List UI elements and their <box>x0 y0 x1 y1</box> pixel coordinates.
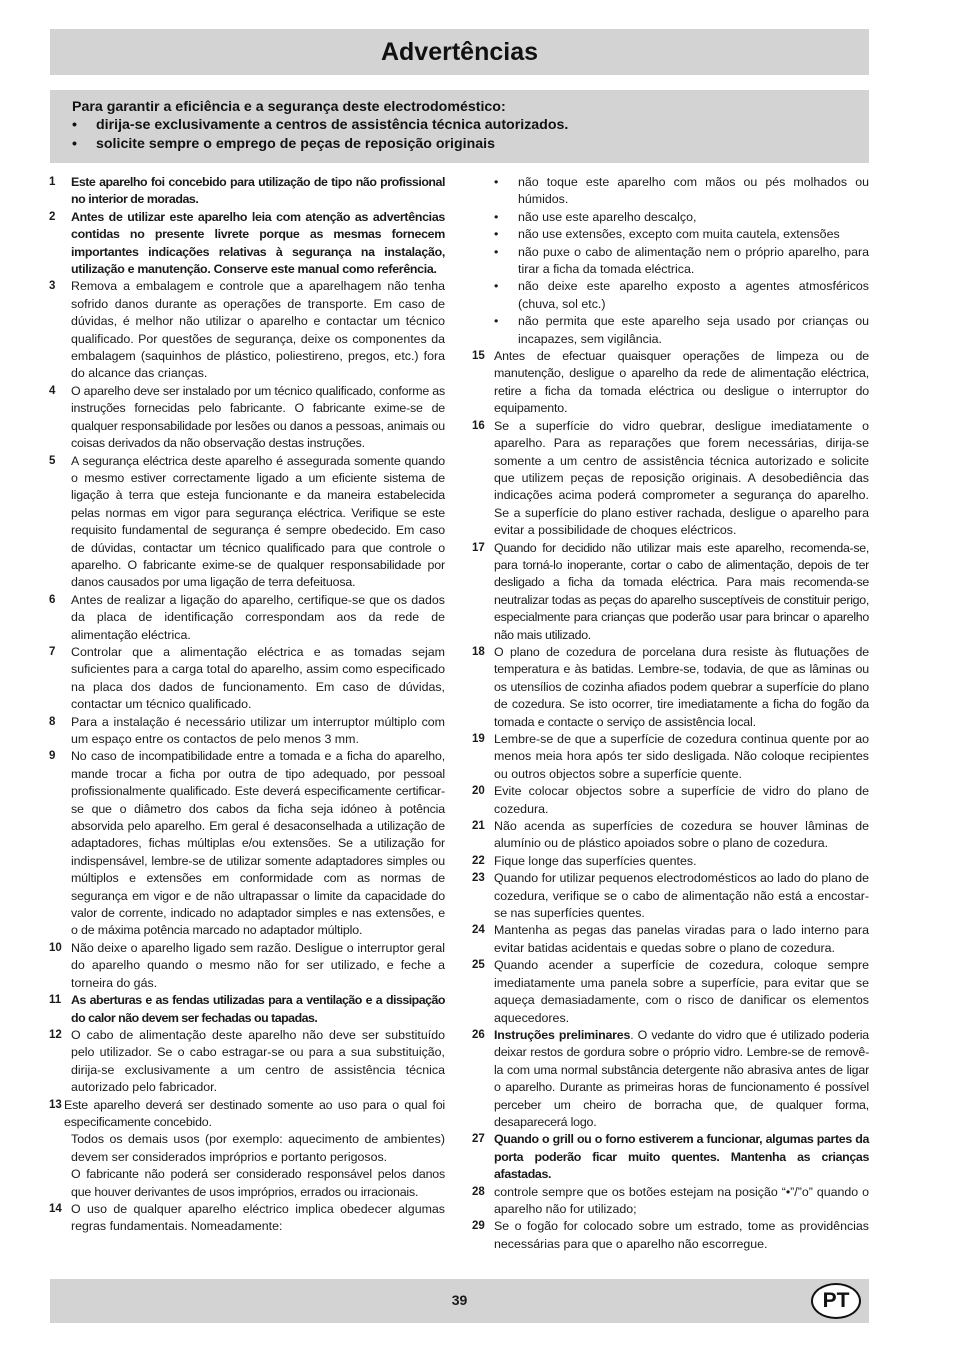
item-number: 23 <box>472 872 485 885</box>
rule-item <box>472 278 869 313</box>
list-item <box>49 1097 445 1132</box>
item-number: 29 <box>472 1220 485 1233</box>
list-item <box>49 940 445 992</box>
list-item <box>472 1184 869 1219</box>
item-number: 11 <box>49 994 62 1007</box>
list-item <box>472 1131 869 1183</box>
list-item <box>49 644 445 714</box>
item-number: 21 <box>472 820 485 833</box>
item-text: Fique longe das superfícies quentes. <box>494 853 697 868</box>
item-text: Se o fogão for colocado sobre um estrado, tome as providências necessárias para que o aparelho não escorregue. <box>494 1219 869 1251</box>
list-item <box>49 453 445 592</box>
item-number: 15 <box>472 350 485 363</box>
rule-item <box>472 226 869 243</box>
list-item <box>49 748 445 939</box>
list-item <box>49 992 445 1027</box>
list-item <box>49 1027 445 1097</box>
rule-text: não puxe o cabo de alimentação nem o próprio aparelho, para tirar a ficha da tomada eléctrica. <box>518 244 869 277</box>
item-text: Controlar que a alimentação eléctrica e as tomadas sejam suficientes para a carga total do aparelho, assim como especificado na placa dos dados de funcionamento. Em caso de dúvidas, contactar um técnico qualificado. <box>71 644 445 712</box>
left-column <box>49 174 445 1236</box>
item-text: Antes de realizar a ligação do aparelho, certifique-se que os dados da placa de identificação correspondam aos da rede de alimentação eléctrica. <box>71 592 445 642</box>
item-text: Para a instalação é necessário utilizar um interruptor múltiplo com um espaço entre os contactos de pelo menos 3 mm. <box>71 714 445 746</box>
bullet-icon: • <box>494 175 499 189</box>
rule-item <box>472 209 869 226</box>
item-number: 12 <box>49 1028 62 1041</box>
rule-item <box>472 174 869 209</box>
list-item <box>49 1131 445 1166</box>
item-number: 19 <box>472 733 485 745</box>
list-item <box>472 870 869 922</box>
item-text: Quando for decidido não utilizar mais este aparelho, recomenda-se, para torná-lo inoperante, cortar o cabo de alimentação, depois de ter desligado a ficha da tomada eléctrica. Para mais recomenda-se neutralizar todas as peças do aparelho susceptíveis de constituir perigo, especialmente para crianças que poderão usar para brincar o aparelho não mais utilizado. <box>494 540 869 642</box>
rule-text: não use extensões, excepto com muita cautela, extensões <box>518 227 840 242</box>
item-number: 2 <box>49 210 56 223</box>
item-text: Se a superfície do vidro quebrar, desligue imediatamente o aparelho. Para as reparações que forem necessárias, dirija-se somente a um centro de assistência técnica autorizado e solicite que utilizem peças de reposição originais. A desobediência das indicações acima poderá comprometer a segurança do aparelho. Se a superfície do plano estiver rachada, desligue o aparelho para evitar a possibilidade de choques eléctricos. <box>494 418 869 538</box>
item-text: Todos os demais usos (por exemplo: aquecimento de ambientes) devem ser considerados impróprios e portanto perigosos. <box>71 1132 445 1164</box>
item-text: A segurança eléctrica deste aparelho é assegurada somente quando o mesmo estiver correctamente ligado a um eficiente sistema de ligação à terra que esteja funcionante e da maneira estabelecida pelas normas em vigor para segurança eléctrica. Verifique se este requisito fundamental de segurança é sempre obedecido. Em caso de dúvidas, contactar um técnico qualificado para que controle o aparelho. O fabricante exime-se de qualquer responsabilidade por danos causados por uma ligação de terra defeituosa. <box>71 453 445 590</box>
item-number: 20 <box>472 785 485 798</box>
list-item <box>49 714 445 749</box>
item-text: controle sempre que os botões estejam na posição “•”/”o” quando o aparelho não for utilizado; <box>494 1184 869 1216</box>
list-item <box>49 383 445 453</box>
item-number: 28 <box>472 1185 485 1198</box>
list-item <box>472 540 869 644</box>
list-item <box>472 418 869 540</box>
item-number: 22 <box>472 854 485 867</box>
list-item <box>472 1027 869 1131</box>
item-text: . O vedante do vidro que é utilizado poderia deixar restos de gordura sobre o próprio vidro. Lembre-se de removê-la com uma normal substância detergente não abrasiva antes de ligar o aparelho. Durante as primeiras horas de funcionamento é possível perceber um cheiro de borracha que, de qualquer forma, desaparecerá logo. <box>494 1027 869 1129</box>
item-number: 1 <box>49 176 56 188</box>
item-text: O uso de qualquer aparelho eléctrico implica obedecer algumas regras fundamentais. Nomeadamente: <box>71 1201 445 1234</box>
intro-heading: Para garantir a eficiência e a segurança deste electrodoméstico: <box>72 99 506 115</box>
item-text: O fabricante não poderá ser considerado responsável pelos danos que houver derivantes de usos impróprios, errados ou irracionais. <box>71 1167 445 1199</box>
list-item <box>472 957 869 1027</box>
item-number: 16 <box>472 419 485 432</box>
list-item <box>49 1201 445 1236</box>
rule-text: não toque este aparelho com mãos ou pés molhados ou húmidos. <box>518 175 869 207</box>
item-number: 25 <box>472 959 485 972</box>
bullet-icon: • <box>494 227 499 242</box>
item-number: 13 <box>49 1098 62 1111</box>
item-number: 27 <box>472 1133 485 1146</box>
intro-bullet-text: dirija-se exclusivamente a centros de assistência técnica autorizados. <box>96 117 569 134</box>
item-number: 17 <box>472 541 485 554</box>
footer-bar <box>50 1279 869 1323</box>
item-text: Antes de utilizar este aparelho leia com atenção as advertências contidas no presente livrete porque as mesmas fornecem importantes indicações relativas à segurança na instalação, utilização e manutenção. Conserve este manual como referência. <box>71 209 445 277</box>
intro-bullet <box>72 116 869 134</box>
rule-text: não use este aparelho descalço, <box>518 209 697 224</box>
right-column <box>472 174 869 1253</box>
bullet-icon: • <box>72 117 77 134</box>
item-lead: Instruções preliminares <box>494 1027 631 1042</box>
list-item <box>472 783 869 818</box>
item-number: 3 <box>49 280 56 293</box>
list-item <box>472 644 869 731</box>
intro-bullet-text: solicite sempre o emprego de peças de reposição originais <box>96 135 495 152</box>
item-text: O cabo de alimentação deste aparelho não deve ser substituído pelo utilizador. Se o cabo estragar-se ou para a sua substituição, dirija-se exclusivamente a um centro de assistência técnica autorizado pelo fabricador. <box>71 1027 445 1095</box>
item-number: 5 <box>49 454 56 467</box>
intro-bullet <box>72 135 869 153</box>
list-item <box>472 348 869 418</box>
item-number: 9 <box>49 750 56 763</box>
intro-box <box>50 90 869 163</box>
bullet-icon: • <box>72 135 77 152</box>
list-item <box>49 1166 445 1201</box>
rule-text: não deixe este aparelho exposto a agentes atmosféricos (chuva, sol etc.) <box>518 279 869 311</box>
list-item <box>472 731 869 783</box>
item-text: Este aparelho deverá ser destinado somente ao uso para o qual foi especificamente concebido. <box>64 1097 445 1129</box>
item-number: 6 <box>49 593 56 606</box>
page-number: 39 <box>451 1292 468 1308</box>
list-item <box>49 209 445 279</box>
list-item <box>472 853 869 870</box>
item-number: 18 <box>472 645 485 658</box>
item-text: Remova a embalagem e controle que a aparelhagem não tenha sofrido danos durante as operações de transporte. Em caso de dúvidas, é melhor não utilizar o aparelho e contactar um técnico qualificado. Por questões de segurança, deixe os componentes da embalagem (saquinhos de plástico, poliestireno, pregos, etc.) fora do alcance das crianças. <box>71 279 445 381</box>
item-number: 4 <box>49 384 56 397</box>
bullet-icon: • <box>494 314 499 329</box>
item-text: Não deixe o aparelho ligado sem razão. Desligue o interruptor geral do aparelho quando o mesmo não for ser utilizado, e feche a torneira do gás. <box>71 940 445 990</box>
item-text: O plano de cozedura de porcelana dura resiste às flutuações de temperatura e às batidas. Lembre-se, todavia, de que as lâminas ou os utensílios de cozinha afiados podem quebrar a superfície do plano de cozedura. Se isto ocorrer, tire imediatamente a ficha do fogão da tomada e contacte o serviço de assistência local. <box>494 644 869 729</box>
item-text: Quando o grill ou o forno estiverem a funcionar, algumas partes da porta poderão ficar muito quentes. Mantenha as crianças afastadas. <box>494 1132 869 1182</box>
list-item <box>49 278 445 382</box>
item-number: 24 <box>472 924 485 937</box>
list-item <box>472 818 869 853</box>
item-text: Evite colocar objectos sobre a superfície de vidro do plano de cozedura. <box>494 784 869 816</box>
item-number: 8 <box>49 715 56 728</box>
item-number: 14 <box>49 1202 62 1215</box>
bullet-icon: • <box>494 244 499 259</box>
rule-text: não permita que este aparelho seja usado por crianças ou incapazes, sem vigilância. <box>518 314 869 346</box>
item-number: 7 <box>49 645 56 658</box>
list-item <box>472 1218 869 1253</box>
item-text: Não acenda as superfícies de cozedura se houver lâminas de alumínio ou de plástico apoiados sobre o plano de cozedura. <box>494 819 869 851</box>
list-item <box>49 592 445 644</box>
item-text: No caso de incompatibilidade entre a tomada e a ficha do aparelho, mande trocar a ficha por outra de tipo adequado, por pessoal profissionalmente qualificado. Este deverá especificamente certificar-se que o diâmetro dos cabos da ficha seja idóneo à potência absorvida pelo aparelho. Em geral é desaconselhada a utilização de adaptadores, fichas múltiplas e/ou extensões. Se a utilização for indispensável, lembre-se de utilizar somente adaptadores simples ou múltiplos e extensões em conformidade com as normas de segurança em vigor e de não ultrapassar o limite da capacidade do valor de corrente, indicado no adaptador simples e nas extensões, e o de máxima potência marcado no adaptador múltiplo. <box>71 749 445 938</box>
list-item <box>472 922 869 957</box>
item-text: As aberturas e as fendas utilizadas para a ventilação e a dissipação do calor não devem ser fechadas ou tapadas. <box>71 993 445 1025</box>
item-text: Antes de efectuar quaisquer operações de limpeza ou de manutenção, desligue o aparelho da rede de alimentação eléctrica, retire a ficha da tomada eléctrica ou desligue o interruptor do equipamento. <box>494 349 869 416</box>
title-bar <box>50 29 869 75</box>
rule-item <box>472 313 869 348</box>
item-text: Mantenha as pegas das panelas viradas para o lado interno para evitar batidas acidentais e quedas sobre o plano de cozedura. <box>494 923 869 955</box>
rule-item <box>472 244 869 279</box>
page-title: Advertências <box>380 37 539 66</box>
item-text: O aparelho deve ser instalado por um técnico qualificado, conforme as instruções fornecidas pelo fabricante. O fabricante exime-se de qualquer responsabilidade por lesões ou danos a pessoas, animais ou coisas derivados da não observação destas instruções. <box>71 383 445 451</box>
item-text: Quando acender a superfície de cozedura, coloque sempre imediatamente uma panela sobre a superfície, para evitar que se aqueça demasiadamente, com o risco de danificar os elementos aquecedores. <box>494 958 869 1025</box>
item-text: Lembre-se de que a superfície de cozedura continua quente por ao menos meia hora após ter sido desligada. Não coloque recipientes ou outros objectos sobre a superfície quente. <box>494 732 869 781</box>
bullet-icon: • <box>494 279 499 294</box>
list-item <box>49 174 445 209</box>
item-text: Este aparelho foi concebido para utilização de tipo não profissional no interior de moradas. <box>71 175 445 207</box>
item-text: Quando for utilizar pequenos electrodomésticos ao lado do plano de cozedura, verifique se o cabo de alimentação não está a encostar-se nas superfícies quentes. <box>494 871 869 921</box>
item-number: 10 <box>49 941 62 954</box>
bullet-icon: • <box>494 209 499 224</box>
item-number: 26 <box>472 1028 485 1041</box>
language-badge: PT <box>811 1283 861 1319</box>
